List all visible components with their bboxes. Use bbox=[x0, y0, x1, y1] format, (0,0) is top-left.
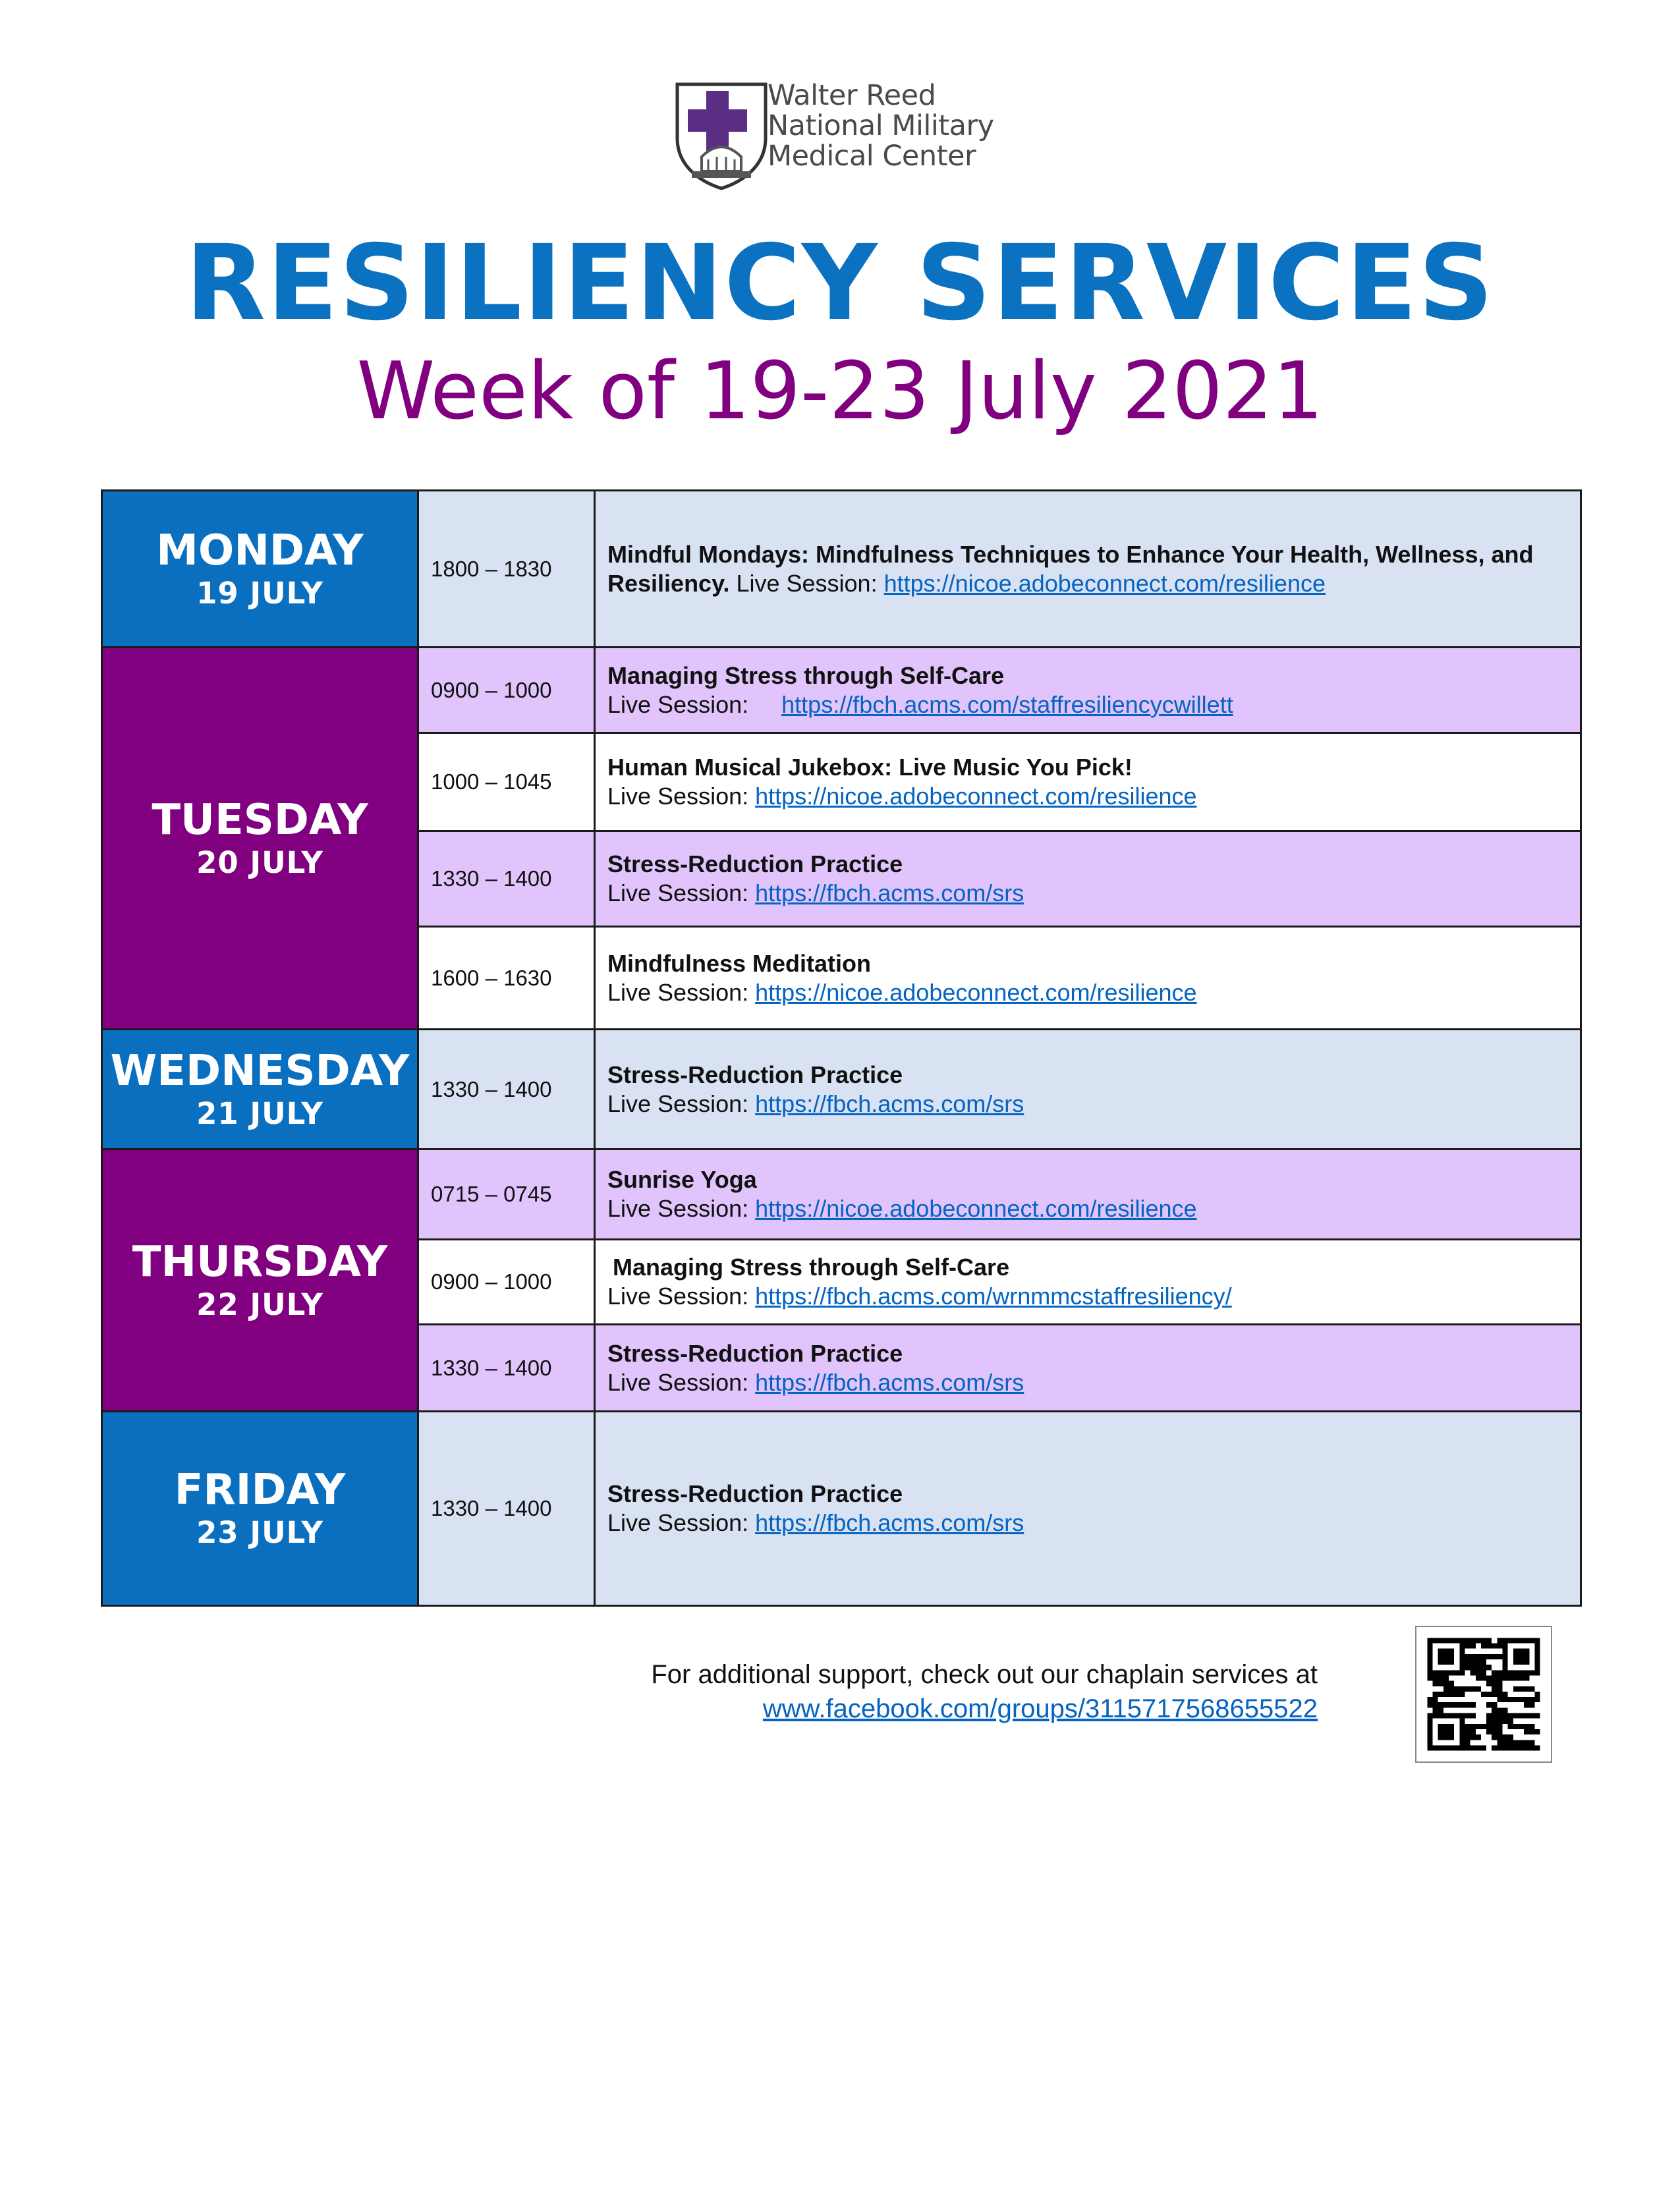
session-label: Live Session: bbox=[607, 978, 749, 1006]
qr-code-icon bbox=[1415, 1626, 1552, 1763]
day-date: 21 JULY bbox=[196, 1095, 323, 1131]
page-title: RESILIENCY SERVICES bbox=[185, 223, 1495, 344]
schedule-table bbox=[101, 489, 1582, 1607]
day-date: 19 JULY bbox=[196, 575, 323, 611]
session-link[interactable]: https://fbch.acms.com/srs bbox=[755, 1368, 1024, 1396]
session-link[interactable]: https://nicoe.adobeconnect.com/resilience bbox=[755, 1195, 1197, 1222]
session-time: 1330 – 1400 bbox=[418, 831, 595, 927]
day-date: 22 JULY bbox=[196, 1287, 323, 1322]
shield-cross-icon bbox=[672, 79, 771, 191]
session-link[interactable]: https://fbch.acms.com/srs bbox=[755, 1509, 1024, 1536]
logo-line-3: Medical Center bbox=[768, 140, 976, 173]
session-description bbox=[595, 1412, 1581, 1606]
session-description bbox=[595, 927, 1581, 1030]
session-label: Live Session: bbox=[607, 1368, 749, 1396]
session-label: Live Session: bbox=[736, 569, 878, 597]
session-description bbox=[595, 831, 1581, 927]
session-label: Live Session: bbox=[607, 690, 749, 718]
table-row bbox=[102, 1030, 1581, 1150]
day-date: 20 JULY bbox=[196, 845, 323, 880]
session-link[interactable]: https://nicoe.adobeconnect.com/resilience bbox=[883, 569, 1326, 597]
session-link[interactable]: https://fbch.acms.com/wrnmmcstaffresiliency/ bbox=[755, 1283, 1232, 1310]
footer-support-note bbox=[651, 1657, 1318, 1726]
day-tuesday bbox=[102, 648, 418, 1030]
session-title: Stress-Reduction Practice bbox=[607, 850, 903, 877]
day-monday bbox=[102, 491, 418, 648]
session-link[interactable]: https://fbch.acms.com/srs bbox=[755, 1090, 1024, 1117]
page-subtitle: Week of 19-23 July 2021 bbox=[356, 346, 1324, 437]
logo-line-2: National Military bbox=[768, 109, 994, 142]
session-description bbox=[595, 1030, 1581, 1150]
walter-reed-logo bbox=[672, 79, 1041, 191]
table-row bbox=[102, 1150, 1581, 1240]
logo-line-1: Walter Reed bbox=[768, 79, 936, 112]
day-name: FRIDAY bbox=[174, 1466, 346, 1514]
session-title: Human Musical Jukebox: Live Music You Pick! bbox=[607, 754, 1133, 781]
session-label: Live Session: bbox=[607, 783, 749, 810]
session-time: 1800 – 1830 bbox=[418, 491, 595, 648]
facebook-link[interactable]: www.facebook.com/groups/3115717568655522 bbox=[762, 1694, 1318, 1723]
session-description bbox=[595, 1150, 1581, 1240]
session-title: Sunrise Yoga bbox=[607, 1166, 757, 1193]
day-name: MONDAY bbox=[156, 526, 364, 575]
session-time: 1330 – 1400 bbox=[418, 1030, 595, 1150]
session-title: Managing Stress through Self-Care bbox=[613, 1254, 1010, 1281]
session-title: Managing Stress through Self-Care bbox=[607, 661, 1005, 689]
session-link[interactable]: https://fbch.acms.com/srs bbox=[755, 879, 1024, 906]
session-description bbox=[595, 733, 1581, 831]
table-row bbox=[102, 648, 1581, 733]
session-label: Live Session: bbox=[607, 1195, 749, 1222]
session-title: Stress-Reduction Practice bbox=[607, 1339, 903, 1367]
session-link[interactable]: https://nicoe.adobeconnect.com/resilience bbox=[755, 783, 1197, 810]
day-date: 23 JULY bbox=[196, 1515, 323, 1550]
session-description bbox=[595, 1240, 1581, 1325]
session-label: Live Session: bbox=[607, 1509, 749, 1536]
day-thursday bbox=[102, 1150, 418, 1412]
day-name: THURSDAY bbox=[132, 1237, 388, 1287]
session-time: 0715 – 0745 bbox=[418, 1150, 595, 1240]
session-link[interactable]: https://nicoe.adobeconnect.com/resilience bbox=[755, 978, 1197, 1006]
day-friday bbox=[102, 1412, 418, 1606]
day-name: TUESDAY bbox=[152, 795, 368, 845]
session-title: Mindfulness Meditation bbox=[607, 949, 871, 977]
day-wednesday bbox=[102, 1030, 418, 1150]
session-link[interactable]: https://fbch.acms.com/staffresiliencycwillett bbox=[781, 690, 1233, 718]
session-time: 0900 – 1000 bbox=[418, 1240, 595, 1325]
session-label: Live Session: bbox=[607, 1090, 749, 1117]
table-row bbox=[102, 1412, 1581, 1606]
session-time: 0900 – 1000 bbox=[418, 648, 595, 733]
day-name: WEDNESDAY bbox=[110, 1046, 410, 1095]
session-title: Stress-Reduction Practice bbox=[607, 1480, 903, 1507]
session-title: Stress-Reduction Practice bbox=[607, 1061, 903, 1088]
session-label: Live Session: bbox=[607, 1283, 749, 1310]
footer-text: For additional support, check out our chaplain services at bbox=[651, 1660, 1318, 1689]
session-label: Live Session: bbox=[607, 879, 749, 906]
session-time: 1000 – 1045 bbox=[418, 733, 595, 831]
session-description bbox=[595, 491, 1581, 648]
session-description bbox=[595, 648, 1581, 733]
table-row bbox=[102, 491, 1581, 648]
session-time: 1330 – 1400 bbox=[418, 1412, 595, 1606]
session-description bbox=[595, 1325, 1581, 1412]
session-time: 1600 – 1630 bbox=[418, 927, 595, 1030]
session-time: 1330 – 1400 bbox=[418, 1325, 595, 1412]
session-title: Mindful Mondays: Mindfulness Techniques to Enhance Your Health, Wellness, and Resiliency. bbox=[607, 540, 1534, 597]
